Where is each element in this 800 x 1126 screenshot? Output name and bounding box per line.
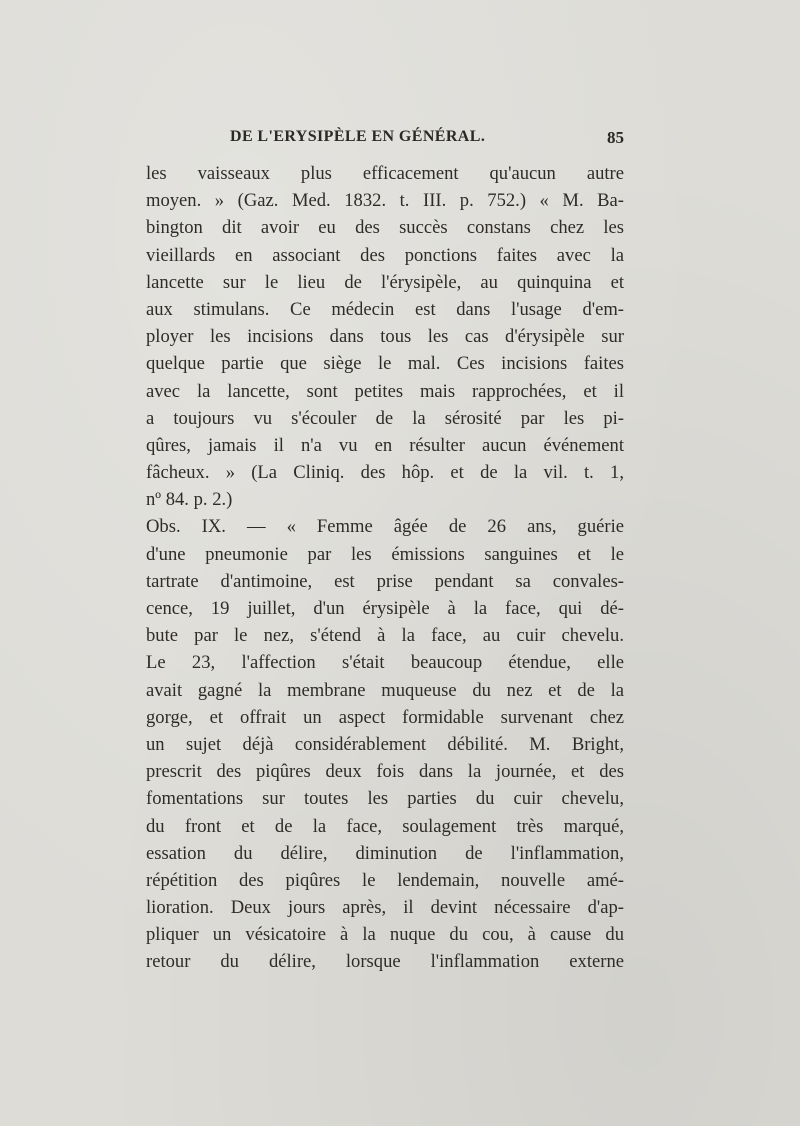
text-line: prescrit des piqûres deux fois dans la journée, et des bbox=[146, 761, 624, 783]
text-line: qûres, jamais il n'a vu en résulter aucun événement bbox=[146, 434, 624, 456]
text-line: retour du délire, lorsque l'inflammation externe bbox=[146, 951, 624, 973]
text-line: tartrate d'antimoine, est prise pendant sa convales- bbox=[146, 570, 624, 592]
body-text bbox=[146, 160, 624, 976]
text-line: avec la lancette, sont petites mais rapprochées, et il bbox=[146, 380, 624, 402]
text-line: nº 84. p. 2.) bbox=[146, 489, 233, 511]
text-line: répétition des piqûres le lendemain, nouvelle amé- bbox=[146, 869, 624, 891]
text-line: ployer les incisions dans tous les cas d'érysipèle sur bbox=[146, 326, 624, 348]
text-line: un sujet déjà considérablement débilité. M. Bright, bbox=[146, 733, 624, 755]
text-line: fâcheux. » (La Cliniq. des hôp. et de la vil. t. 1, bbox=[146, 462, 624, 484]
text-line: cence, 19 juillet, d'un érysipèle à la face, qui dé- bbox=[146, 598, 624, 619]
text-line: bute par le nez, s'étend à la face, au cuir chevelu. bbox=[146, 625, 624, 647]
text-line: gorge, et offrait un aspect formidable survenant chez bbox=[146, 706, 624, 728]
text-line: a toujours vu s'écouler de la sérosité par les pi- bbox=[146, 407, 624, 429]
text-line: les vaisseaux plus efficacement qu'aucun autre bbox=[146, 163, 624, 184]
text-line: avait gagné la membrane muqueuse du nez et de la bbox=[146, 679, 624, 701]
page-number: 85 bbox=[607, 128, 624, 147]
text-line: essation du délire, diminution de l'inflammation, bbox=[146, 842, 624, 864]
running-title: DE L'ERYSIPÈLE EN GÉNÉRAL. bbox=[230, 128, 486, 145]
text-line: lioration. Deux jours après, il devint nécessaire d'ap- bbox=[146, 897, 624, 919]
text-line: fomentations sur toutes les parties du cuir chevelu, bbox=[146, 788, 624, 810]
text-line: moyen. » (Gaz. Med. 1832. t. III. p. 752.) « M. Ba- bbox=[146, 190, 624, 212]
text-line: d'une pneumonie par les émissions sanguines et le bbox=[146, 543, 624, 565]
text-line: du front et de la face, soulagement très marqué, bbox=[146, 815, 624, 837]
text-line: Obs. IX. — « Femme âgée de 26 ans, guérie bbox=[146, 516, 624, 538]
text-line: vieillards en associant des ponctions faites avec la bbox=[146, 244, 624, 266]
page-header bbox=[146, 128, 624, 152]
text-line: quelque partie que siège le mal. Ces incisions faites bbox=[146, 353, 624, 375]
text-line: Le 23, l'affection s'était beaucoup étendue, elle bbox=[146, 652, 624, 674]
text-line: bington dit avoir eu des succès constans chez les bbox=[146, 217, 624, 239]
text-line: aux stimulans. Ce médecin est dans l'usage d'em- bbox=[146, 298, 624, 320]
text-line: lancette sur le lieu de l'érysipèle, au quinquina et bbox=[146, 271, 624, 293]
text-line: pliquer un vésicatoire à la nuque du cou, à cause du bbox=[146, 924, 624, 946]
